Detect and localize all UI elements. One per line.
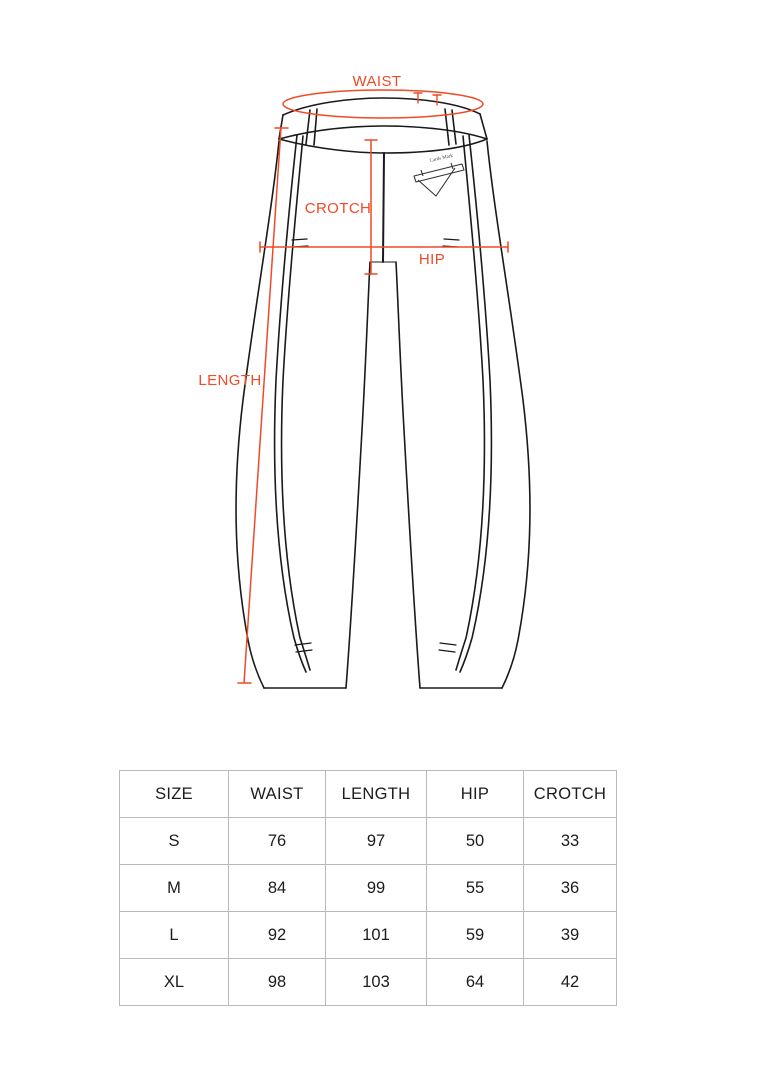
cell-size: S xyxy=(120,818,229,865)
table-row xyxy=(120,912,617,959)
size-chart-table-container xyxy=(119,770,616,1006)
cell-size: XL xyxy=(120,959,229,1006)
hip-label: HIP xyxy=(418,251,446,268)
cell-crotch: 42 xyxy=(524,959,617,1006)
waist-label: WAIST xyxy=(352,73,402,90)
cell-length: 99 xyxy=(326,865,427,912)
length-label: LENGTH xyxy=(198,372,262,389)
pocket-script-label xyxy=(429,154,454,164)
table-row xyxy=(120,959,617,1006)
column-header-crotch: CROTCH xyxy=(524,771,617,818)
table-row xyxy=(120,865,617,912)
size-chart-body xyxy=(120,818,617,1006)
column-header-length: LENGTH xyxy=(326,771,427,818)
cell-length: 97 xyxy=(326,818,427,865)
cell-size: L xyxy=(120,912,229,959)
cell-hip: 55 xyxy=(427,865,524,912)
cell-waist: 76 xyxy=(229,818,326,865)
column-header-size: SIZE xyxy=(120,771,229,818)
cell-size: M xyxy=(120,865,229,912)
column-header-hip: HIP xyxy=(427,771,524,818)
cell-waist: 98 xyxy=(229,959,326,1006)
cell-hip: 59 xyxy=(427,912,524,959)
cell-crotch: 36 xyxy=(524,865,617,912)
size-chart-header xyxy=(120,771,617,818)
cell-hip: 64 xyxy=(427,959,524,1006)
pants-outline xyxy=(236,98,530,688)
table-header-row xyxy=(120,771,617,818)
cell-crotch: 39 xyxy=(524,912,617,959)
cell-crotch: 33 xyxy=(524,818,617,865)
measurement-labels xyxy=(198,73,445,389)
column-header-waist: WAIST xyxy=(229,771,326,818)
pocket-script-text: Cards Mark xyxy=(429,153,454,164)
cell-waist: 84 xyxy=(229,865,326,912)
cell-length: 101 xyxy=(326,912,427,959)
table-row xyxy=(120,818,617,865)
waist-measure-line xyxy=(283,90,483,118)
cell-waist: 92 xyxy=(229,912,326,959)
cell-hip: 50 xyxy=(427,818,524,865)
size-chart-table xyxy=(119,770,617,1006)
length-measure-line xyxy=(238,128,288,683)
cell-length: 103 xyxy=(326,959,427,1006)
crotch-label: CROTCH xyxy=(304,200,372,217)
pocket-flap-detail xyxy=(414,163,464,196)
